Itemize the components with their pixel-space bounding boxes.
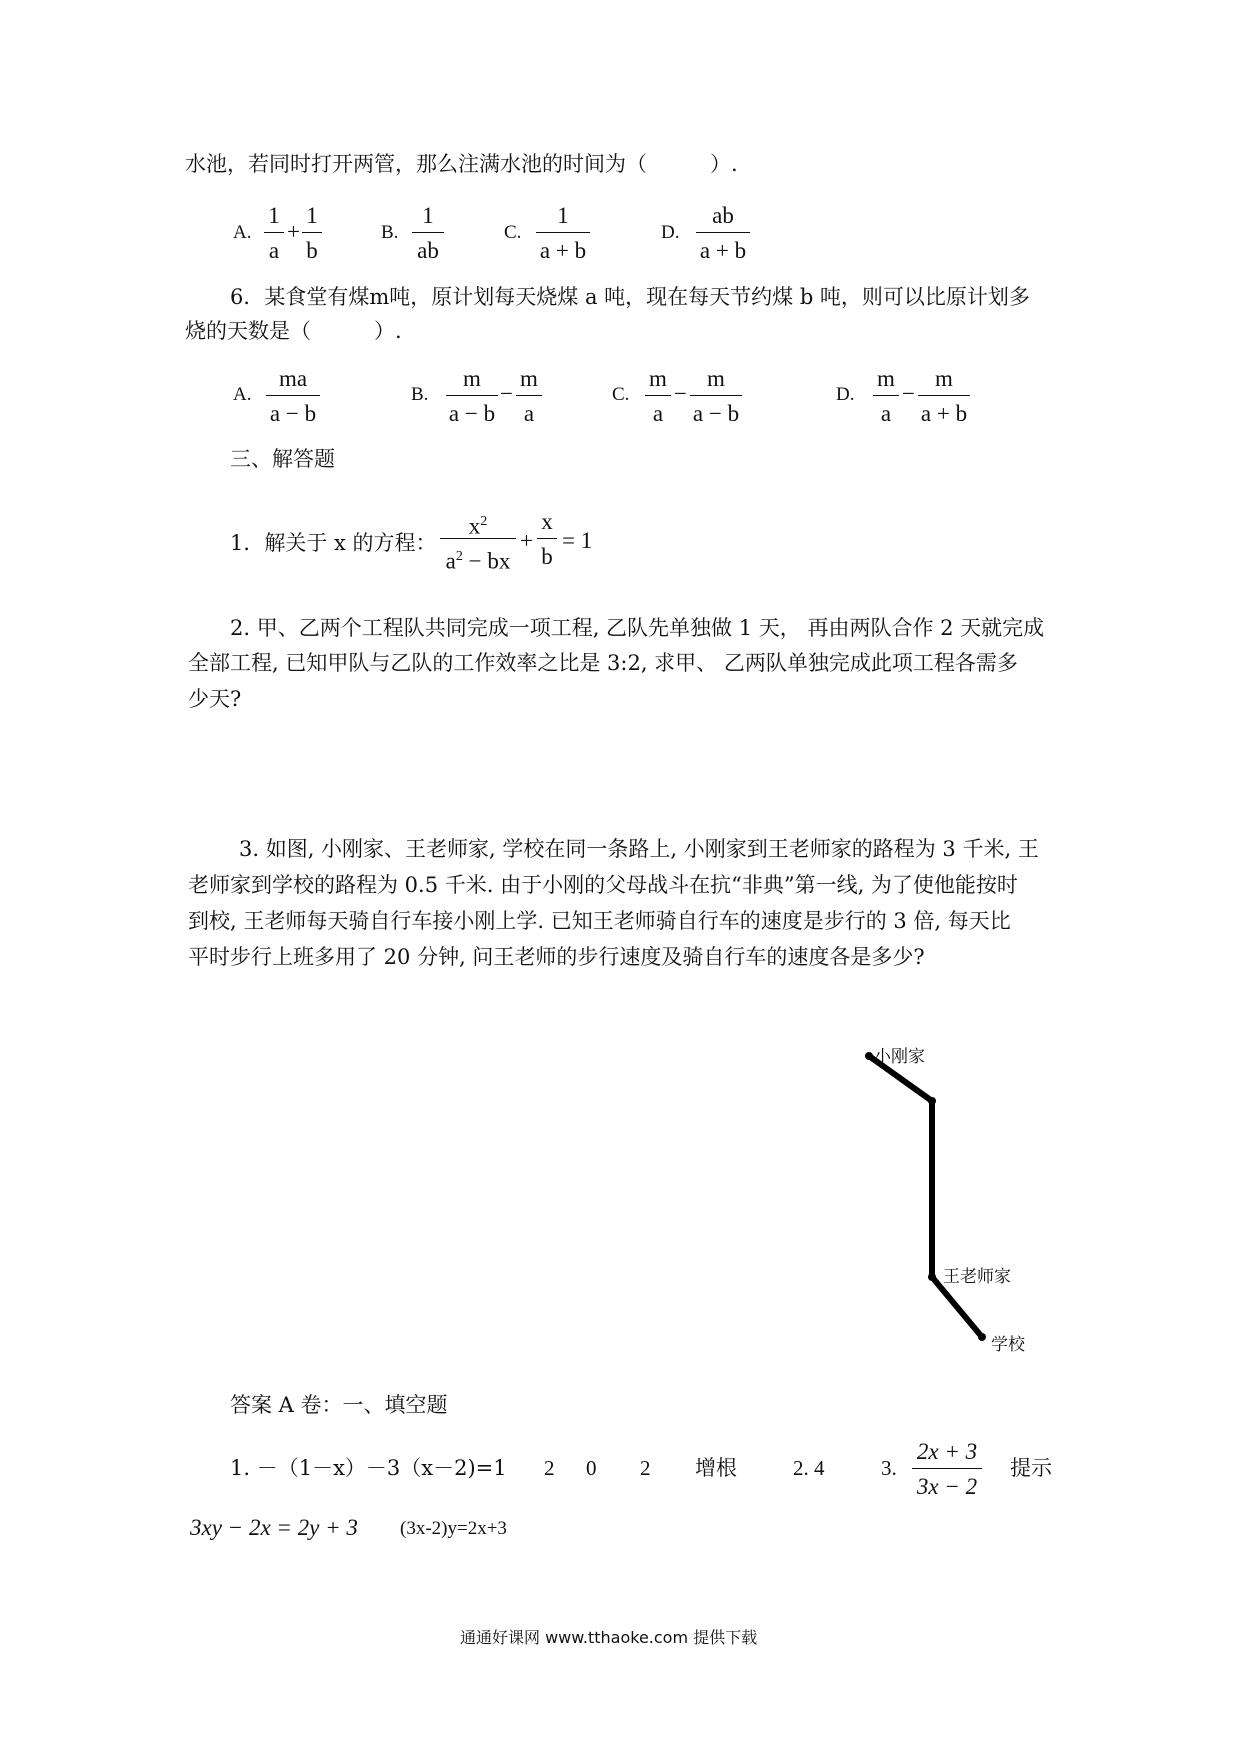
q5-option-d-frac	[696, 202, 750, 265]
equation-frac2	[537, 508, 557, 571]
exponent: 2	[455, 549, 463, 564]
q6-option-b-frac2	[516, 365, 542, 428]
bend-point	[928, 1097, 936, 1105]
answer-1-value-3: 2	[640, 1456, 651, 1480]
answer-3-equation-1: 3xy − 2x = 2y + 3	[190, 1515, 358, 1540]
problem-2-line-3: 少天?	[188, 687, 242, 711]
problem-3-line-4: 平时步行上班多用了 20 分钟, 问王老师的步行速度及骑自行车的速度各是多少?	[188, 945, 925, 969]
q5-option-a-frac2	[302, 202, 322, 265]
denominator: b	[306, 238, 318, 263]
answer-3-equation-2: (3x-2)y=2x+3	[400, 1518, 507, 1539]
school-point	[978, 1333, 986, 1341]
denominator: a + b	[920, 401, 968, 426]
problem-1-prefix: 1．解关于 x 的方程：	[230, 531, 437, 555]
answer-1-value-1: 2	[544, 1456, 555, 1480]
numerator: 1	[306, 203, 318, 228]
denominator: a	[268, 238, 280, 263]
numerator: 2x + 3	[916, 1439, 978, 1464]
answer-1: 1. －（1－x）－3（x－2)=1	[230, 1456, 507, 1480]
numerator: m	[707, 366, 725, 391]
page-footer: 通通好课网 www.tthaoke.com 提供下载	[460, 1628, 758, 1647]
equation-frac1	[440, 508, 516, 574]
numerator: x	[541, 509, 553, 534]
denominator: a − b	[692, 401, 740, 426]
numerator: m	[877, 366, 895, 391]
numerator: 1	[268, 203, 280, 228]
problem-3-line-1: 3. 如图, 小刚家、王老师家, 学校在同一条路上, 小刚家到王老师家的路程为 3 千米, 王	[239, 837, 1039, 861]
denominator: a + b	[699, 238, 747, 263]
q5-option-a-frac1	[264, 202, 284, 265]
problem-2-line-1: 2. 甲、乙两个工程队共同完成一项工程, 乙队先单独做 1 天， 再由两队合作 2 天就完成	[230, 616, 1045, 640]
route-figure	[840, 1030, 1080, 1360]
q6-option-c-letter: C.	[612, 384, 630, 405]
numerator: 1	[557, 203, 569, 228]
home-point	[865, 1052, 873, 1060]
q6-line-1: 6．某食堂有煤m吨，原计划每天烧煤 a 吨，现在每天节约煤 b 吨，则可以比原计划多	[230, 285, 1030, 309]
q6-option-d-frac2	[918, 365, 970, 428]
section-heading: 三、解答题	[230, 447, 335, 471]
numerator-var: x	[468, 513, 481, 539]
answer-1-note: 增根	[695, 1456, 737, 1480]
q5-option-c-frac	[536, 202, 590, 265]
numerator: m	[463, 366, 481, 391]
denominator: a − b	[269, 401, 317, 426]
q6-option-a-letter: A.	[233, 384, 252, 405]
q6-option-b-frac1	[446, 365, 498, 428]
denominator	[440, 543, 516, 574]
denominator: ab	[417, 238, 439, 263]
problem-2-line-2: 全部工程, 已知甲队与乙队的工作效率之比是 3:2, 求甲、 乙两队单独完成此项工程各需多	[188, 651, 1018, 675]
teacher-point	[928, 1273, 936, 1281]
q6-option-d-frac1	[873, 365, 899, 428]
denominator-rest: − bx	[462, 548, 511, 574]
denominator: a	[652, 401, 664, 426]
q5-option-d-letter: D.	[661, 222, 680, 243]
denominator: a	[880, 401, 892, 426]
denominator: 3x − 2	[916, 1474, 978, 1499]
q5-option-c-letter: C.	[504, 222, 522, 243]
denominator: a	[523, 401, 535, 426]
route-line	[869, 1056, 982, 1337]
answer-3-hint: 提示	[1010, 1456, 1052, 1480]
q6-option-a-frac	[266, 365, 320, 428]
figure-label-home: 小刚家	[874, 1047, 925, 1067]
numerator: ab	[712, 203, 734, 228]
problem-3-line-2: 老师家到学校的路程为 0.5 千米. 由于小刚的父母战斗在抗“非典”第一线, 为了使他能按时	[188, 873, 1018, 897]
minus-operator: −	[674, 381, 687, 406]
denominator: a + b	[539, 238, 587, 263]
answer-2: 2. 4	[793, 1456, 825, 1480]
q6-line-2: 烧的天数是（ ）.	[185, 319, 402, 343]
numerator: m	[649, 366, 667, 391]
figure-label-teacher: 王老师家	[943, 1267, 1011, 1287]
answer-1-value-2: 0	[586, 1456, 597, 1480]
plus-operator: +	[520, 528, 533, 553]
numerator: m	[520, 366, 538, 391]
numerator	[440, 508, 516, 539]
q6-option-d-letter: D.	[836, 384, 855, 405]
q5-option-a-letter: A.	[233, 222, 252, 243]
exponent: 2	[480, 514, 488, 529]
q5-option-b-frac	[412, 202, 444, 265]
figure-label-school: 学校	[991, 1335, 1025, 1355]
q6-option-c-frac1	[645, 365, 671, 428]
numerator: 1	[422, 203, 434, 228]
q6-option-c-frac2	[690, 365, 742, 428]
minus-operator: −	[500, 381, 513, 406]
denominator-var: a	[445, 548, 456, 574]
equation-rhs: = 1	[562, 528, 593, 553]
problem-3-line-3: 到校, 王老师每天骑自行车接小刚上学. 已知王老师骑自行车的速度是步行的 3 倍, 每天比	[188, 909, 1011, 933]
plus-operator: +	[287, 219, 300, 244]
answer-3-label: 3.	[881, 1456, 897, 1480]
q6-option-b-letter: B.	[411, 384, 429, 405]
denominator: b	[541, 544, 553, 569]
denominator: a − b	[448, 401, 496, 426]
numerator: ma	[278, 366, 308, 391]
answer-title: 答案 A 卷：一、填空题	[230, 1393, 448, 1417]
q5-continuation: 水池，若同时打开两管，那么注满水池的时间为（ ）.	[185, 152, 738, 176]
answer-3-frac	[912, 1438, 982, 1501]
q5-option-b-letter: B.	[381, 222, 399, 243]
numerator: m	[935, 366, 953, 391]
minus-operator: −	[902, 381, 915, 406]
